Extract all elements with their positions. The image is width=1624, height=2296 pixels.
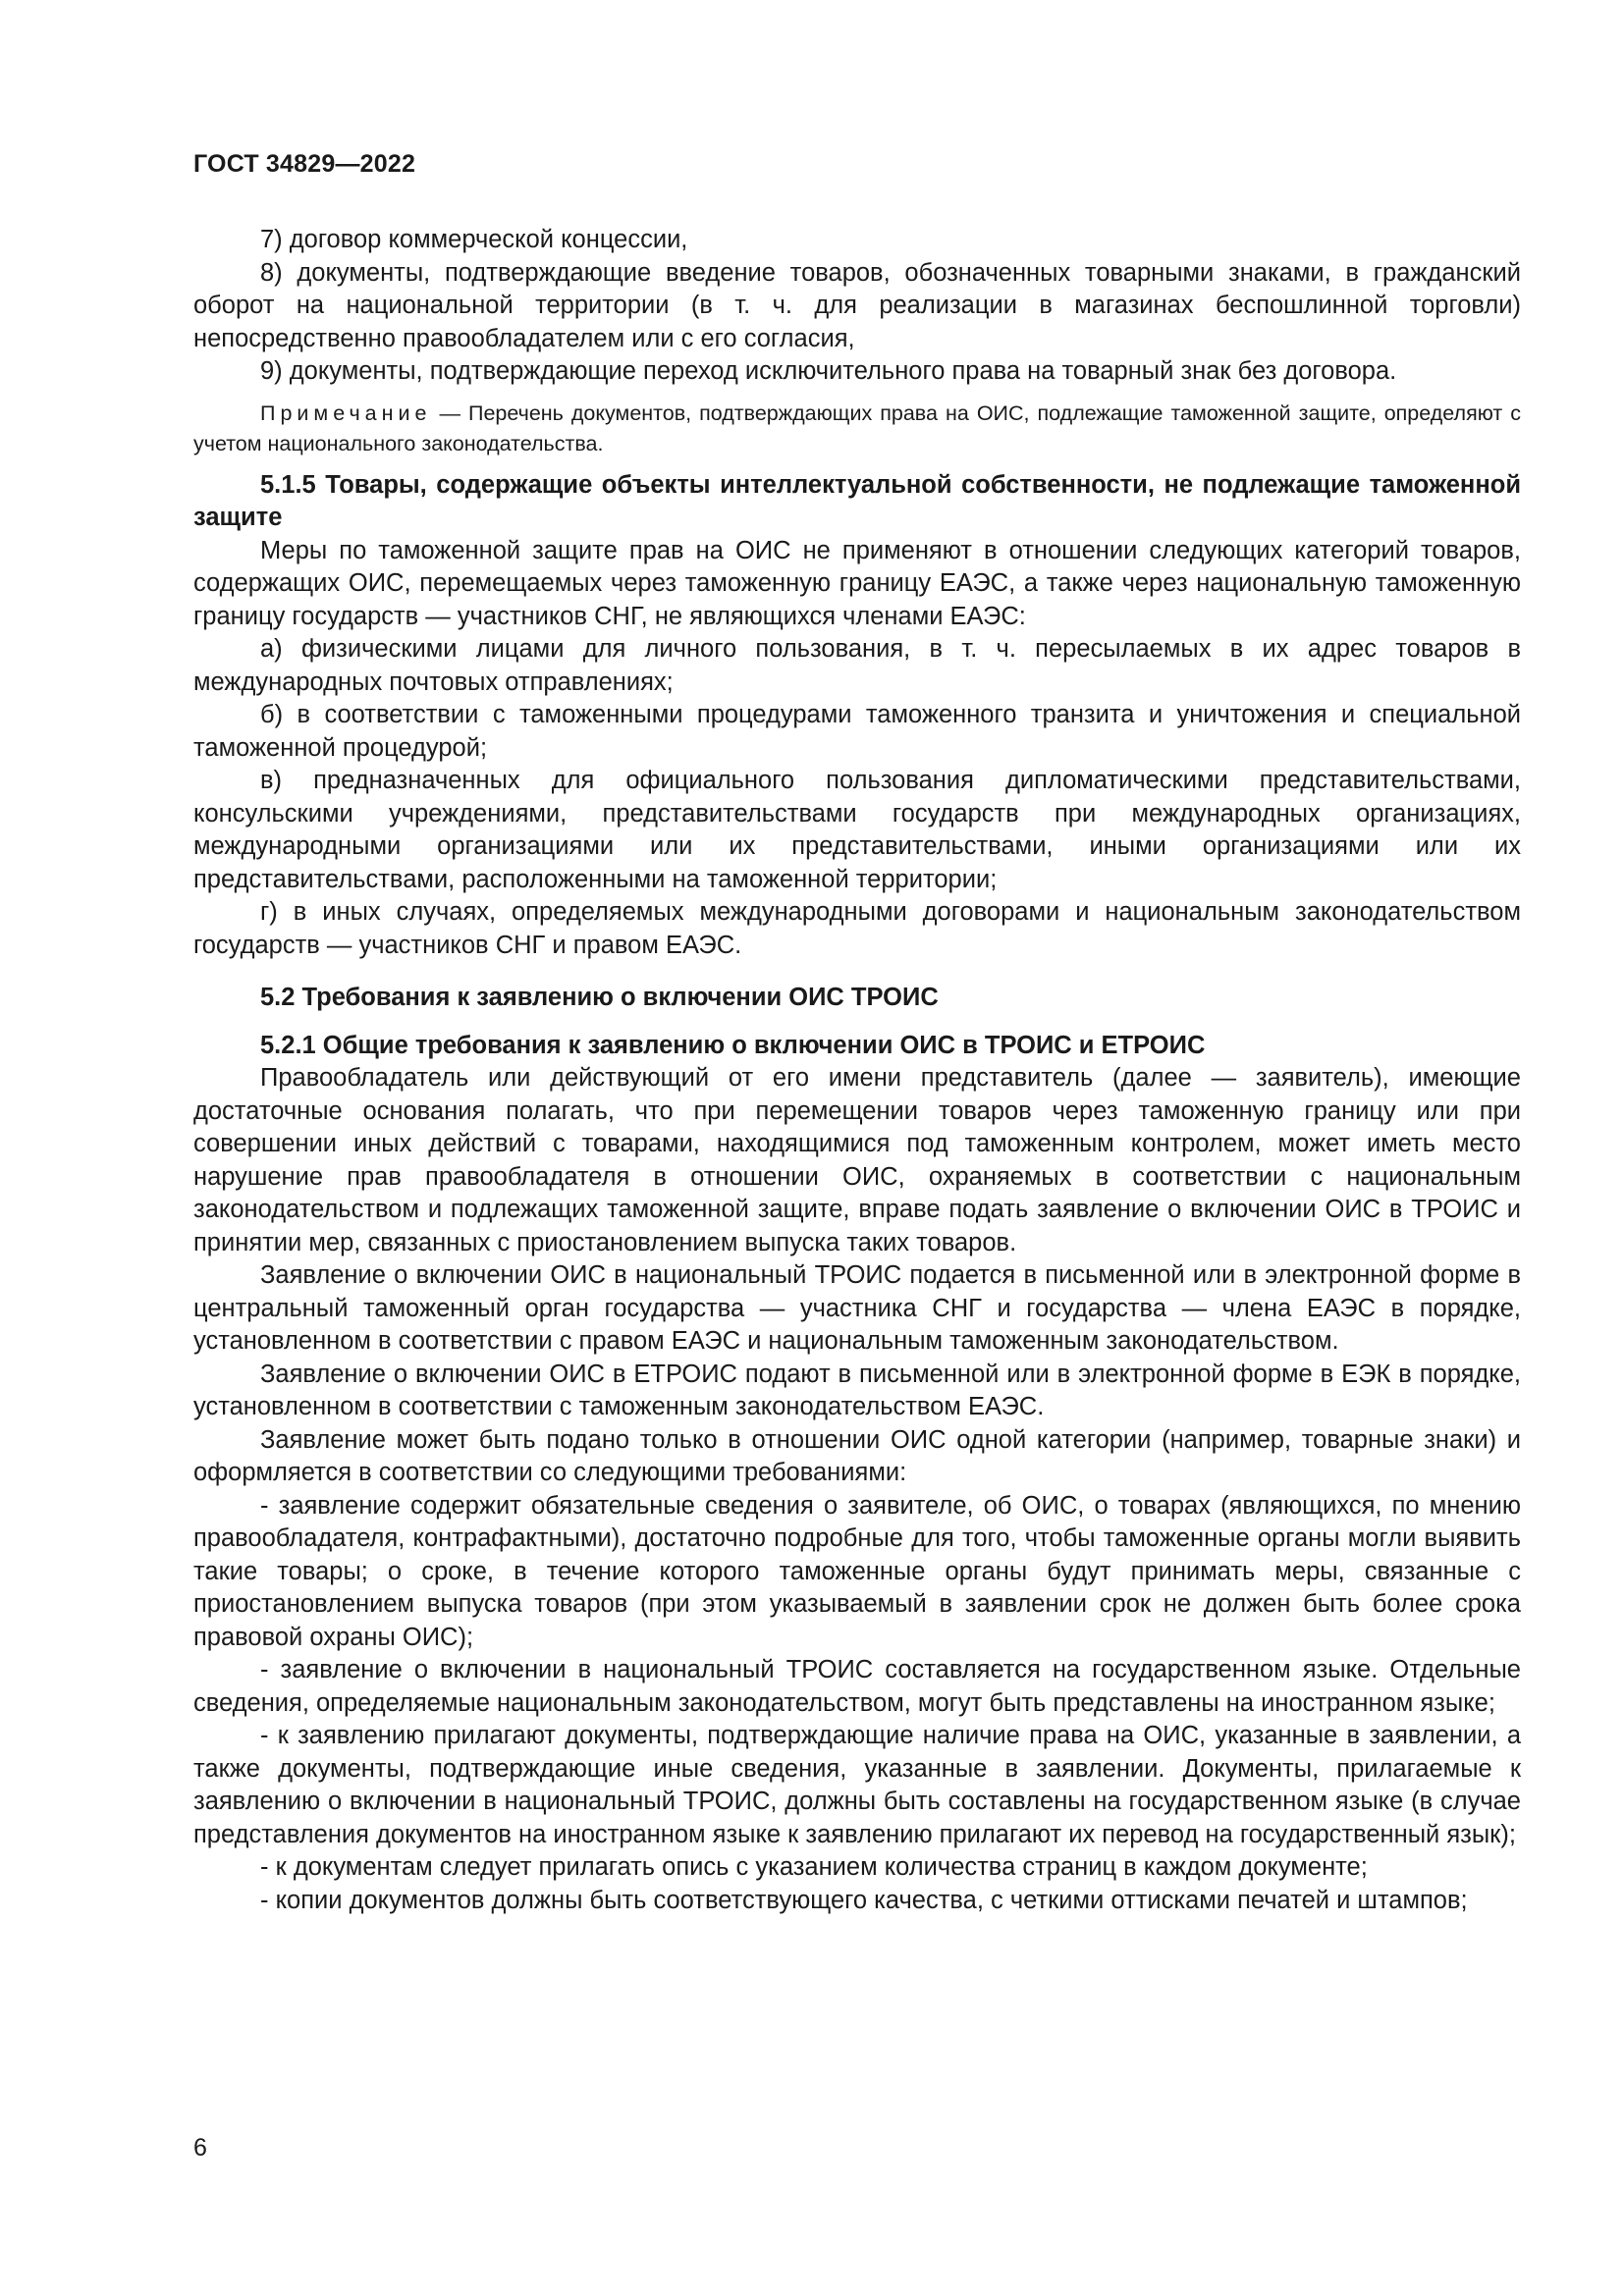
list-item-9: 9) документы, подтверждающие переход исключительного права на товарный знак без договора. bbox=[260, 357, 1397, 385]
section-5-1-5-item-g: г) в иных случаях, определяемых международными договорами и национальным законодательством государств — участников СНГ и правом ЕАЭС. bbox=[193, 898, 1521, 959]
requirement-item: - заявление содержит обязательные сведения о заявителе, об ОИС, о товарах (являющихся, по мнению правообладателя, контрафактными), достаточно подробные для того, чтобы таможенные органы могли выявить такие товары; о сроке, в течение которого таможенные органы будут принимать меры, связанные с приостановлением выпуска товаров (при этом указываемый в заявлении срок не должен быть более срока правовой охраны ОИС); bbox=[193, 1491, 1521, 1651]
requirement-item: - к заявлению прилагают документы, подтверждающие наличие права на ОИС, указанные в заявлении, а также документы, подтверждающие иные сведения, указанные в заявлении. Документы, прилагаемые к заявлению о включении в национальный ТРОИС, должны быть составлены на государственном языке (в случае представления документов на иностранном языке к заявлению прилагают их перевод на государственный язык); bbox=[193, 1722, 1521, 1848]
section-5-1-5-item-a: а) физическими лицами для личного пользования, в т. ч. пересылаемых в их адрес товаров в международных почтовых отправлениях; bbox=[193, 635, 1521, 696]
note-paragraph bbox=[193, 399, 1521, 459]
section-5-2-1-paragraph: Заявление о включении ОИС в национальный ТРОИС подается в письменной или в электронной форме в центральный таможенный орган государства — участника СНГ и государства — члена ЕАЭС в порядке, установленном в соответствии с правом ЕАЭС и национальным таможенным законодательством. bbox=[193, 1261, 1521, 1355]
requirement-item: - копии документов должны быть соответствующего качества, с четкими оттисками печатей и штампов; bbox=[260, 1886, 1468, 1914]
note-label: Примечание bbox=[260, 400, 432, 425]
section-5-1-5-item-v: в) предназначенных для официального пользования дипломатическими представительствами, консульскими учреждениями, представительствами государств при международных организациях, международными организациями или их представительствами, иными организациями или их представительствами, расположенными на таможенной территории; bbox=[193, 767, 1521, 893]
document-body bbox=[193, 224, 1521, 1917]
section-5-2-1-paragraph: Заявление о включении ОИС в ЕТРОИС подают в письменной или в электронной форме в ЕЭК в порядке, установленном в соответствии с таможенным законодательством ЕАЭС. bbox=[193, 1360, 1521, 1420]
requirement-item: - заявление о включении в национальный ТРОИС составляется на государственном языке. Отдельные сведения, определяемые национальным законодательством, могут быть представлены на иностранном языке; bbox=[193, 1656, 1521, 1717]
section-5-2-1-heading: 5.2.1 Общие требования к заявлению о включении ОИС в ТРОИС и ЕТРОИС bbox=[260, 1031, 1206, 1059]
section-5-2-heading: 5.2 Требования к заявлению о включении ОИС ТРОИС bbox=[260, 984, 939, 1011]
section-5-2-1-paragraph: Правообладатель или действующий от его имени представитель (далее — заявитель), имеющие достаточные основания полагать, что при перемещении товаров через таможенную границу или при совершении иных действий с товарами, находящимися под таможенным контролем, может иметь место нарушение прав правообладателя в отношении ОИС, охраняемых в соответствии с национальным законодательством и подлежащих таможенной защите, вправе подать заявление о включении ОИС в ТРОИС и принятии мер, связанных с приостановлением выпуска таких товаров. bbox=[193, 1064, 1521, 1256]
section-5-1-5-item-b: б) в соответствии с таможенными процедурами таможенного транзита и уничтожения и специальной таможенной процедурой; bbox=[193, 701, 1521, 762]
page-number: 6 bbox=[193, 2134, 207, 2162]
list-item-7: 7) договор коммерческой концессии, bbox=[260, 226, 688, 253]
section-5-1-5-heading: 5.1.5 Товары, содержащие объекты интеллектуальной собственности, не подлежащие таможенной защите bbox=[193, 470, 1521, 531]
list-item-8: 8) документы, подтверждающие введение товаров, обозначенных товарными знаками, в гражданский оборот на национальной территории (в т. ч. для реализации в магазинах беспошлинной торговли) непосредственно правообладателем или с его согласия, bbox=[193, 258, 1521, 352]
section-5-2-1-paragraph: Заявление может быть подано только в отношении ОИС одной категории (например, товарные знаки) и оформляется в соответствии со следующими требованиями: bbox=[193, 1425, 1521, 1486]
note-text: — Перечень документов, подтверждающих права на ОИС, подлежащие таможенной защите, определяют с учетом национального законодательства. bbox=[193, 400, 1521, 455]
section-5-1-5-intro: Меры по таможенной защите прав на ОИС не применяют в отношении следующих категорий товаров, содержащих ОИС, перемещаемых через таможенную границу ЕАЭС, а также через национальную таможенную границу государств — участников СНГ, не являющихся членами ЕАЭС: bbox=[193, 536, 1521, 630]
requirement-item: - к документам следует прилагать опись с указанием количества страниц в каждом документе; bbox=[260, 1853, 1368, 1881]
standard-header: ГОСТ 34829—2022 bbox=[193, 150, 416, 178]
